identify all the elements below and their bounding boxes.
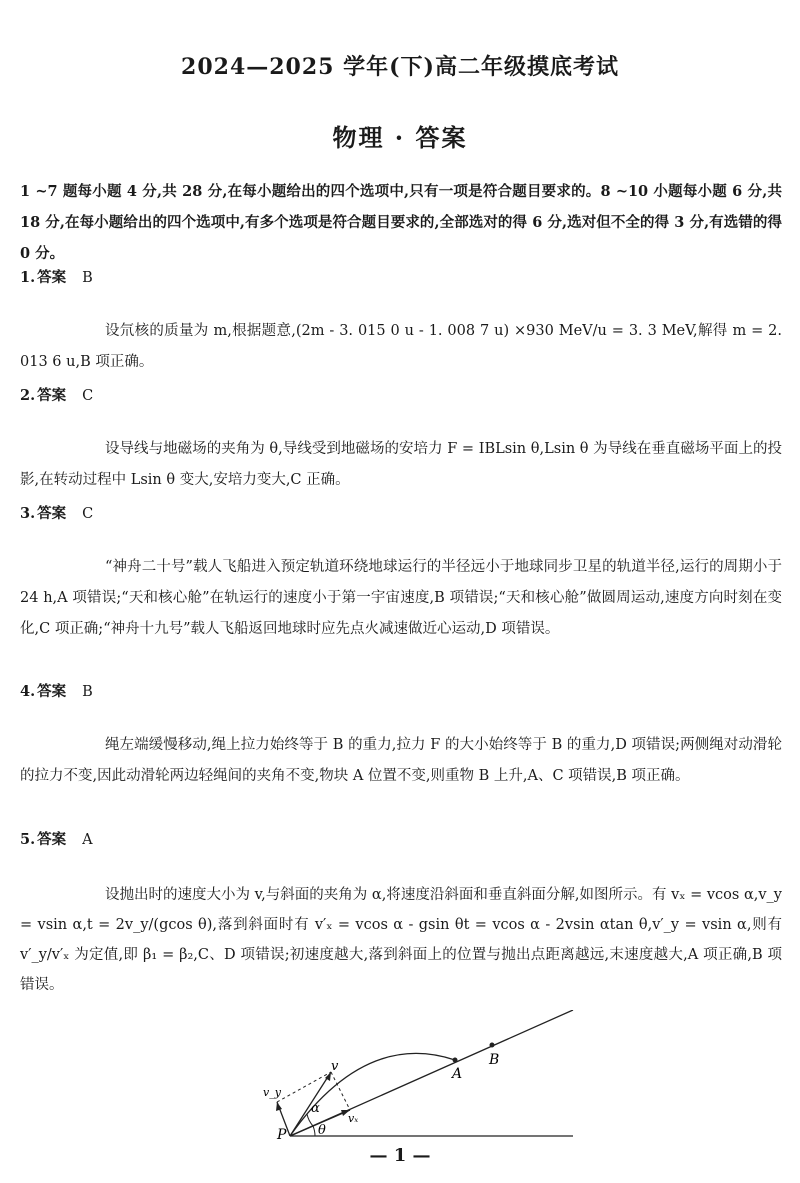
question-1-explanation: 设氘核的质量为 m,根据题意,(2m - 3. 015 0 u - 1. 008 7 u) ×930 MeV/u = 3. 3 MeV,解得 m = 2. 013 6 u,B 项正确。: [20, 323, 782, 370]
question-2-header: [20, 384, 93, 405]
label-p: P: [277, 1127, 287, 1140]
trajectory-curve: [290, 1053, 455, 1136]
label-v: v: [331, 1059, 339, 1074]
question-3-explanation: “神舟二十号”载人飞船进入预定轨道环绕地球运行的半径远小于地球同步卫星的轨道半径,运行的周期小于 24 h,A 项错误;“天和核心舱”在轨运行的速度小于第一宇宙速度,B 项错误;“天和核心舱”做圆周运动,速度方向时刻在变化,C 项正确;“神舟十九号”载人飞船返回地球时应先点火减速做近心运动,D 项错误。: [20, 559, 782, 637]
label-vx: vₓ: [348, 1112, 359, 1125]
question-number: 1.: [20, 269, 36, 286]
question-number: 5.: [20, 831, 36, 848]
answer-value: C: [82, 388, 94, 404]
page-number: — 1 —: [369, 1145, 431, 1166]
question-2-explanation: 设导线与地磁场的夹角为 θ,导线受到地磁场的安培力 F = IBLsin θ,Lsin θ 为导线在垂直磁场平面上的投影,在转动过程中 Lsin θ 变大,安培力变大,C 正确。: [20, 441, 782, 488]
label-a: A: [452, 1066, 463, 1082]
question-5-explanation: 设抛出时的速度大小为 v,与斜面的夹角为 α,将速度沿斜面和垂直斜面分解,如图所示。有 vₓ = vcos α,v_y = vsin α,t = 2v_y/(gcos θ),落到斜面时有 v′ₓ = vcos α - gsin θt = vcos α - 2vsin αtan θ,v′_y = vsin α,则有 v′_y/v′ₓ 为定值,即 β₁ = β₂,C、D 项错误;初速度越大,落到斜面上的位置与抛出点距离越远,末速度越大,A 项正确,B 项错误。: [20, 887, 782, 993]
answer-value: C: [82, 506, 94, 522]
answer-value: A: [82, 832, 93, 848]
answer-label: 答案: [37, 269, 67, 286]
question-5-header: [20, 828, 93, 849]
vy-arrowhead: [276, 1102, 282, 1111]
theta-arc: [313, 1126, 315, 1136]
point-b-dot: [490, 1043, 495, 1048]
scoring-instructions: 1 ~7 题每小题 4 分,共 28 分,在每小题给出的四个选项中,只有一项是符合题目要求的。8 ~10 小题每小题 6 分,共 18 分,在每小题给出的四个选项中,有多个选项是符合题目要求的,全部选对的得 6 分,选对但不全的得 3 分,有选错的得 0 分。: [20, 183, 782, 262]
answer-value: B: [82, 270, 93, 286]
answer-label: 答案: [37, 683, 67, 700]
point-a-dot: [453, 1058, 458, 1063]
label-alpha: α: [311, 1101, 320, 1116]
label-b: B: [489, 1052, 500, 1068]
page-title: 2024—2025 学年(下)高二年级摸底考试: [181, 54, 619, 80]
dashed-line-right: [331, 1072, 350, 1110]
question-1-header: [20, 266, 93, 287]
answer-label: 答案: [37, 505, 67, 522]
label-vy: v_y: [263, 1086, 281, 1099]
projectile-incline-figure: [255, 1010, 575, 1140]
label-theta: θ: [318, 1123, 326, 1138]
question-4-explanation: 绳左端缓慢移动,绳上拉力始终等于 B 的重力,拉力 F 的大小始终等于 B 的重力,D 项错误;两侧绳对动滑轮的拉力不变,因此动滑轮两边轻绳间的夹角不变,物块 A 位置不变,则重物 B 上升,A、C 项错误,B 项正确。: [20, 737, 782, 784]
question-3-header: [20, 502, 93, 523]
question-4-header: [20, 680, 93, 701]
answer-label: 答案: [37, 831, 67, 848]
question-number: 3.: [20, 505, 36, 522]
answer-label: 答案: [37, 387, 67, 404]
question-number: 4.: [20, 683, 36, 700]
page-subtitle: 物理 · 答案: [332, 123, 468, 152]
question-number: 2.: [20, 387, 36, 404]
answer-value: B: [82, 684, 93, 700]
